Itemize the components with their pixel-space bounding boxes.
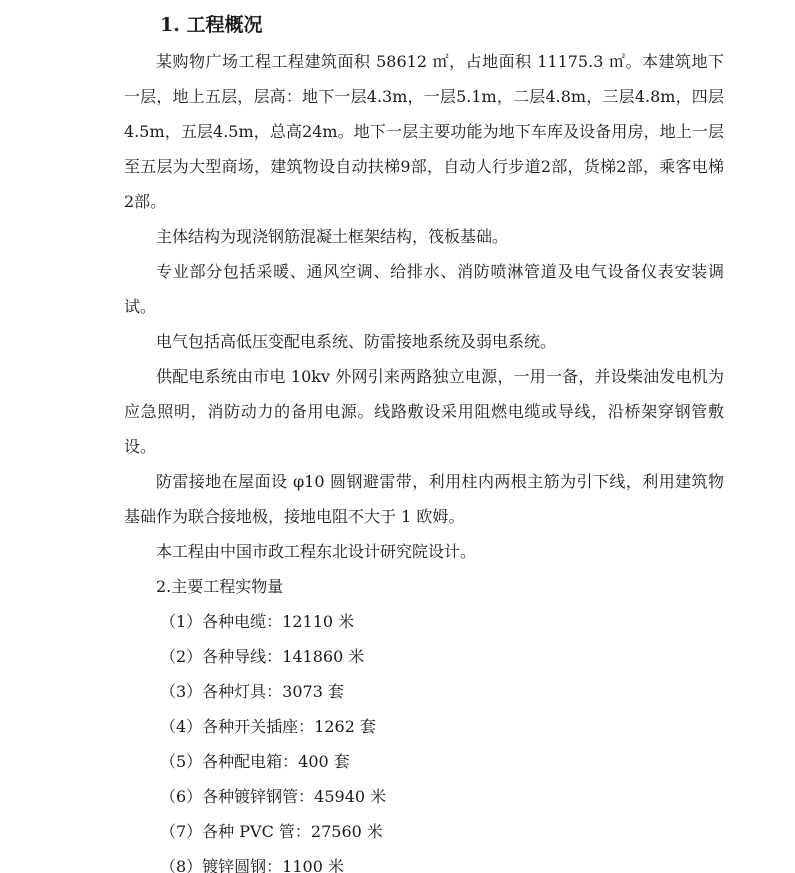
paragraph-structure: 主体结构为现浇钢筋混凝土框架结构，筏板基础。 [156,227,509,246]
sub-heading-quantities: 2.主要工程实物量 [156,577,284,596]
paragraph-overview: 某购物广场工程工程建筑面积 58612 ㎡，占地面积 11175.3 ㎡。本建筑地下一层，地上五层，层高：地下一层4.3m，一层5.1m，二层4.8m，三层4.8m，四层4.5m，五层4.5m，总高24m。地下一层主要功能为地下车库及设备用房，地上一层至五层为大型商场，建筑物设自动扶梯9部，自动人行步道2部，货梯2部，乘客电梯2部。 [124,52,724,211]
body-text [124,44,724,873]
paragraph-power-supply: 供配电系统由市电 10kv 外网引来两路独立电源，一用一备，并设柴油发电机为应急照明，消防动力的备用电源。线路敷设采用阻燃电缆或导线，沿桥架穿钢管敷设。 [124,367,724,456]
quantities-list [124,604,724,873]
paragraph-lightning-protection: 防雷接地在屋面设 φ10 圆钢避雷带，利用柱内两根主筋为引下线，利用建筑物基础作为联合接地极，接地电阻不大于 1 欧姆。 [124,472,724,526]
list-item: （7）各种 PVC 管：27560 米 [160,822,383,841]
paragraph-electrical: 电气包括高低压变配电系统、防雷接地系统及弱电系统。 [156,332,557,351]
paragraph-specialties: 专业部分包括采暖、通风空调、给排水、消防喷淋管道及电气设备仪表安装调试。 [124,262,724,316]
list-item: （8）镀锌圆钢：1100 米 [160,857,344,873]
list-item: （1）各种电缆：12110 米 [160,612,355,631]
paragraph-designer: 本工程由中国市政工程东北设计研究院设计。 [156,542,477,561]
section-heading: 1. 工程概况 [160,14,263,36]
list-item: （5）各种配电箱：400 套 [160,752,350,771]
list-item: （3）各种灯具：3073 套 [160,682,344,701]
list-item: （2）各种导线：141860 米 [160,647,365,666]
list-item: （6）各种镀锌钢管：45940 米 [160,787,387,806]
list-item: （4）各种开关插座：1262 套 [160,717,376,736]
